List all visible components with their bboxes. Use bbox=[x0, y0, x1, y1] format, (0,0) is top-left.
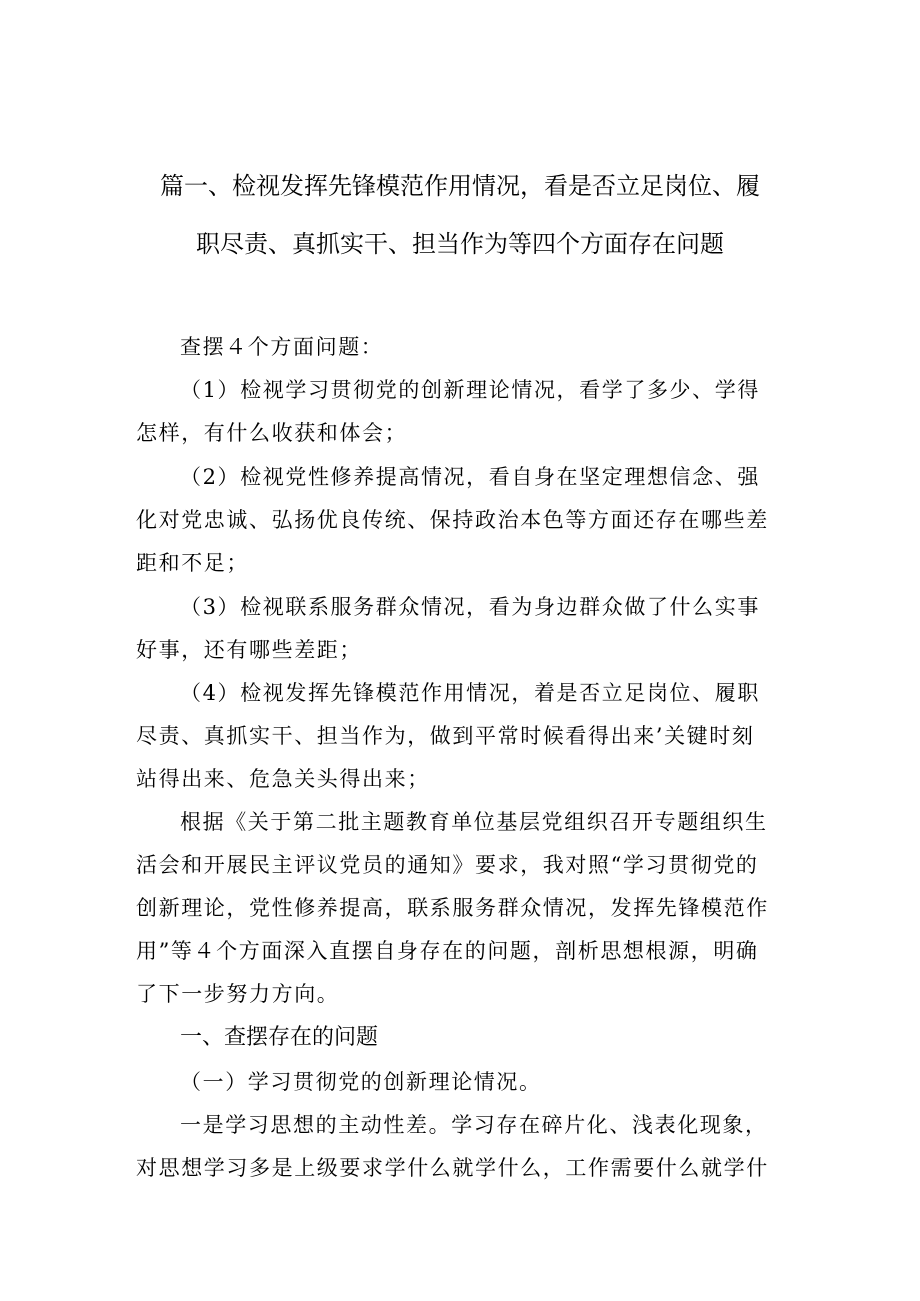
item-4-line-3: 站得出来、危急关头得出来； bbox=[136, 767, 430, 791]
basis-line-3: 创新理论，党性修养提高，联系服务群众情况，发挥先锋模范作 bbox=[136, 896, 769, 920]
item-2-line-2: 化对党忠诚、弘扬优良传统、保持政治本色等方面还存在哪些差 bbox=[136, 508, 769, 532]
item-2-line-1: （2）检视党性修养提高情况，看自身在坚定理想信念、强 bbox=[180, 465, 760, 489]
intro-paragraph bbox=[136, 326, 788, 369]
item-4-paragraph bbox=[136, 672, 788, 801]
intro-line: 查摆４个方面问题： bbox=[180, 335, 384, 359]
item-4-line-1: （4）检视发挥先锋模范作用情况，着是否立足岗位、履职 bbox=[180, 681, 760, 705]
document-title-line-2: 职尽责、真抓实干、担当作为等四个方面存在问题 bbox=[196, 230, 724, 258]
subheading-1-line: （一）学习贯彻党的创新理论情况。 bbox=[180, 1070, 542, 1094]
item-4-line-2: 尽责、真抓实干、担当作为，做到平常时候看得出来’关键时刻 bbox=[136, 724, 755, 748]
subheading-1-paragraph bbox=[136, 1061, 788, 1104]
item-1-paragraph bbox=[136, 369, 788, 455]
item-2-paragraph bbox=[136, 456, 788, 585]
item-3-line-2: 好事，还有哪些差距； bbox=[136, 638, 362, 662]
item-1-line-2: 怎样，有什么收获和体会； bbox=[136, 421, 408, 445]
section-heading-1: 一、查摆存在的问题 bbox=[180, 1025, 379, 1050]
item-2-line-3: 距和不足； bbox=[136, 551, 249, 575]
basis-line-2: 活会和开展民主评议党员的通知》要求，我对照“学习贯彻党的 bbox=[136, 853, 759, 877]
item-3-line-1: （3）检视联系服务群众情况，看为身边群众做了什么实事 bbox=[180, 595, 760, 619]
basis-line-5: 了下一步努力方向。 bbox=[136, 982, 340, 1006]
basis-line-1: 根据《关于第二批主题教育单位基层党组织召开专题组织生 bbox=[180, 810, 768, 834]
document-title-line-1: 篇一、检视发挥先锋模范作用情况，看是否立足岗位、履 bbox=[160, 172, 760, 200]
study-line-2: 对思想学习多是上级要求学什么就学什么，工作需要什么就学什 bbox=[136, 1156, 769, 1180]
basis-paragraph bbox=[136, 801, 788, 1016]
item-3-paragraph bbox=[136, 586, 788, 672]
study-line-1: 一是学习思想的主动性差。学习存在碎片化、浅表化现象， bbox=[180, 1113, 768, 1137]
basis-line-4: 用”等４个方面深入直摆自身存在的问题，剖析思想根源，明确 bbox=[136, 939, 759, 963]
study-paragraph bbox=[136, 1104, 788, 1190]
item-1-line-1: （1）检视学习贯彻党的创新理论情况，看学了多少、学得 bbox=[180, 378, 760, 402]
